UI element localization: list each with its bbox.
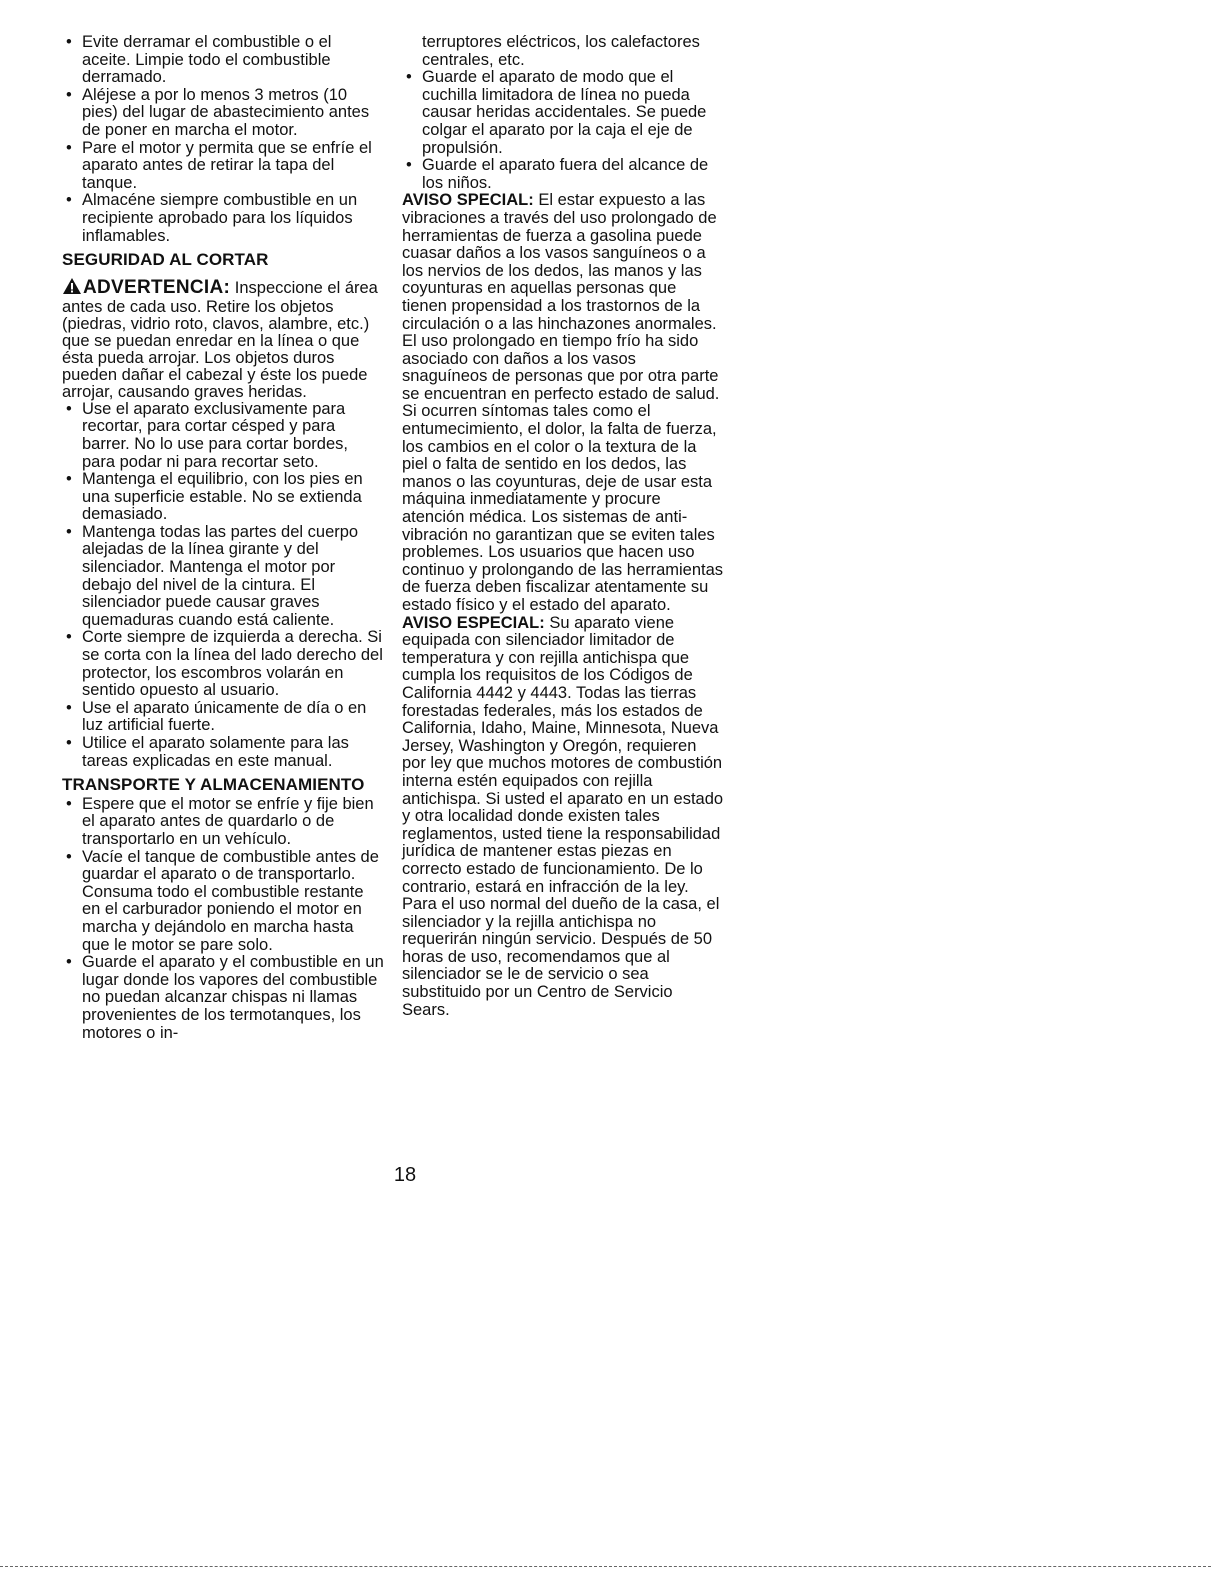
list-item: • Mantenga el equilibrio, con los pies en una superficie estable. No se extienda demasiado.	[62, 471, 384, 524]
list-item: • Use el aparato exclusivamente para recortar, para cortar césped y para barrer. No lo use para cortar bordes, para podar ni para recortar seto.	[62, 401, 384, 471]
warning-text: Inspeccione el área antes de cada uso. Retire los objetos (piedras, vidrio roto, clavos, alambre, etc.) que se puedan enredar en la línea o que ésta pueda arrojar. Los objetos duros pueden dañar el cabezal y éste los puede arrojar, causando graves heridas.	[62, 278, 378, 401]
fuel-safety-list	[62, 34, 384, 245]
warning-label: ADVERTENCIA:	[83, 276, 231, 298]
warning-block	[62, 277, 384, 401]
page-number: 18	[393, 1164, 417, 1186]
aviso-special-label: AVISO SPECIAL:	[402, 191, 534, 210]
aviso-especial-label: AVISO ESPECIAL:	[402, 613, 545, 632]
bottom-divider	[0, 1566, 1211, 1567]
list-item: • Utilice el aparato solamente para las tareas explicadas en este manual.	[62, 735, 384, 770]
vibration-notice	[402, 192, 724, 614]
cutting-safety-heading: SEGURIDAD AL CORTAR	[62, 250, 269, 270]
list-item: • Mantenga todas las partes del cuerpo alejadas de la línea girante y del silenciador. Mantenga el motor por debajo del nivel de la cintura. El silenciador puede causar graves quemaduras cuando está caliente.	[62, 524, 384, 630]
right-column	[402, 34, 724, 1019]
left-column	[62, 34, 384, 1042]
list-item: • Use el aparato únicamente de día o en luz artificial fuerte.	[62, 700, 384, 735]
list-item: • Aléjese a por lo menos 3 metros (10 pies) del lugar de abastecimiento antes de poner en marcha el motor.	[62, 87, 384, 140]
list-item: • Guarde el aparato de modo que el cuchilla limitadora de línea no pueda causar heridas accidentales. Se puede colgar el aparato por la caja el eje de propulsión.	[402, 69, 724, 157]
list-item: • Vacíe el tanque de combustible antes de guardar el aparato o de transportarlo. Consuma todo el combustible restante en el carburador poniendo el motor en marcha y dejándolo en marcha hasta que le motor se pare solo.	[62, 849, 384, 955]
transport-storage-list	[62, 796, 384, 1042]
cutting-safety-list	[62, 401, 384, 770]
list-item: • Corte siempre de izquierda a derecha. Si se corta con la línea del lado derecho del protector, los escombros volarán en sentido opuesto al usuario.	[62, 629, 384, 699]
aviso-especial-text: Su aparato viene equipada con silenciador limitador de temperatura y con rejilla antichispa que cumpla los requisitos de los Códigos de California 4442 y 4443. Todas las tierras forestadas federales, más los estados de California, Idaho, Maine, Minnesota, Nueva Jersey, Washington y Oregón, requieren por ley que muchos motores de combustión interna estén equipados con rejilla antichispa. Si usted el aparato en un estado y otra localidad donde existen tales reglamentos, usted tiene la responsabilidad jurídica de mantener estas piezas en correcto estado de funcionamiento. De lo contrario, estará en infracción de la ley. Para el uso normal del dueño de la casa, el silenciador y la rejilla antichispa no requerirán ningún servicio. Después de 50 horas de uso, recomendamos que al silenciador se le de servicio o sea substituido por un Centro de Servicio Sears.	[402, 613, 724, 1019]
aviso-special-text: El estar expuesto a las vibraciones a través del uso prolongado de herramientas de fuerza a gasolina puede cuasar daños a los vasos sanguíneos o a los nervios de los dedos, las manos y las coyunturas en aquellas personas que tienen propensidad a los trastornos de la circulación o a las hinchazones anormales. El uso prolongado en tiempo frío ha sido asociado con daños a los vasos snaguíneos de personas que por otra parte se encuentran en perfecto estado de salud. Si ocurren síntomas tales como el entumecimiento, el dolor, la falta de fuerza, los cambios en el color o la textura de la piel o falta de sentido en los dedos, las manos o las coyunturas, deje de usar esta máquina inmediatamente y procure atención médica. Los sistemas de anti-vibración no garantizan que se eviten tales problemes. Los usuarios que hacen uso continuo y prolongando de las herramientas de fuerza deben fiscalizar atentamente su estado físico y el estado del aparato.	[402, 191, 724, 614]
list-item: • Almacéne siempre combustible en un recipiente aprobado para los líquidos inflamables.	[62, 192, 384, 245]
list-item: • Guarde el aparato y el combustible en un lugar donde los vapores del combustible no puedan alcanzar chispas ni llamas provenientes de los termotanques, los motores o in-	[62, 954, 384, 1042]
list-item: • Pare el motor y permita que se enfríe el aparato antes de retirar la tapa del tanque.	[62, 140, 384, 193]
spark-arrestor-notice	[402, 615, 724, 1020]
transport-storage-heading: TRANSPORTE Y ALMACENAMIENTO	[62, 775, 365, 795]
list-item: • Guarde el aparato fuera del alcance de los niños.	[402, 157, 724, 192]
continued-text: terruptores eléctricos, los calefactores centrales, etc.	[422, 33, 700, 69]
list-item: • Evite derramar el combustible o el aceite. Limpie todo el combustible derramado.	[62, 34, 384, 87]
storage-list	[402, 69, 724, 192]
list-item: • Espere que el motor se enfríe y fije bien el aparato antes de quardarlo o de transportarlo en un vehículo.	[62, 796, 384, 849]
warning-triangle-icon	[62, 277, 82, 299]
